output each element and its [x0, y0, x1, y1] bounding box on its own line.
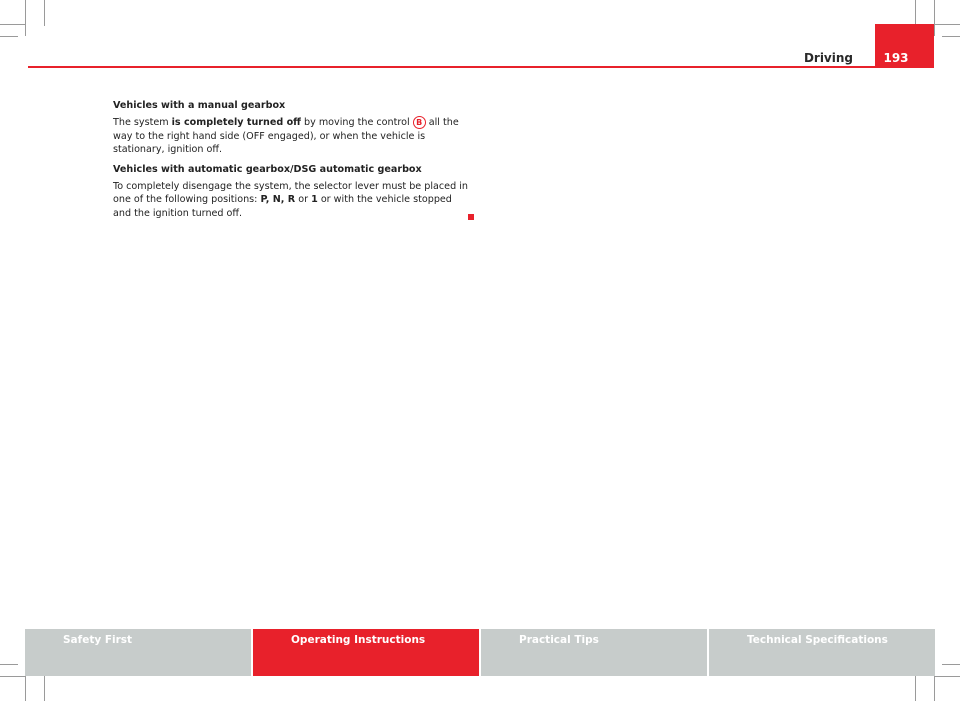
footer-tab-label: Practical Tips: [519, 634, 599, 646]
position-r: R: [287, 194, 296, 206]
position-1: 1: [311, 194, 318, 206]
text: To completely disengage the system, the selector lever must be placed in one of the following positions:: [113, 181, 468, 206]
footer-tab-practical-tips[interactable]: [481, 629, 707, 676]
text: by moving the control: [300, 117, 413, 129]
crop-mark: [935, 676, 960, 677]
paragraph-manual: [113, 116, 469, 156]
crop-mark: [0, 36, 18, 37]
text: The system: [113, 117, 172, 129]
crop-mark: [942, 664, 960, 665]
separator: ,: [280, 194, 288, 206]
footer-tab-safety-first[interactable]: [25, 629, 251, 676]
crop-mark: [915, 676, 916, 701]
crop-mark: [0, 676, 25, 677]
main-content: [113, 99, 469, 226]
footer-tab-label: Operating Instructions: [291, 634, 426, 646]
position-n: N: [272, 194, 281, 206]
crop-mark: [25, 0, 26, 36]
crop-mark: [935, 24, 960, 25]
section-title: Driving: [803, 51, 853, 65]
text: all the way to the right hand side (OFF engaged), or when the vehicle is stationary, ignition off.: [113, 117, 459, 156]
footer-tab-label: Technical Specifications: [747, 634, 888, 646]
header-rule: [28, 66, 934, 68]
crop-mark: [915, 0, 916, 26]
heading-automatic-gearbox: Vehicles with automatic gearbox/DSG automatic gearbox: [113, 163, 422, 175]
position-p: P: [260, 194, 266, 206]
crop-mark: [0, 24, 25, 25]
footer-tab-operating-instructions[interactable]: [253, 629, 479, 676]
footer-tab-technical-specifications[interactable]: [709, 629, 935, 676]
crop-mark: [44, 676, 45, 701]
crop-mark: [44, 0, 45, 26]
control-b-reference: B: [413, 116, 426, 129]
crop-mark: [942, 36, 960, 37]
footer-nav: [25, 629, 935, 676]
text: or with the vehicle stopped and the ignition turned off.: [113, 194, 452, 219]
paragraph-automatic: [113, 180, 469, 220]
text: or: [295, 194, 312, 206]
separator: ,: [265, 194, 273, 206]
crop-mark: [934, 0, 935, 36]
footer-tab-label: Safety First: [63, 634, 133, 646]
emphasis-text: is completely turned off: [171, 117, 301, 129]
crop-mark: [0, 664, 18, 665]
page-number: 193: [883, 51, 909, 65]
section-end-marker: [468, 214, 474, 220]
heading-manual-gearbox: Vehicles with a manual gearbox: [113, 100, 286, 111]
